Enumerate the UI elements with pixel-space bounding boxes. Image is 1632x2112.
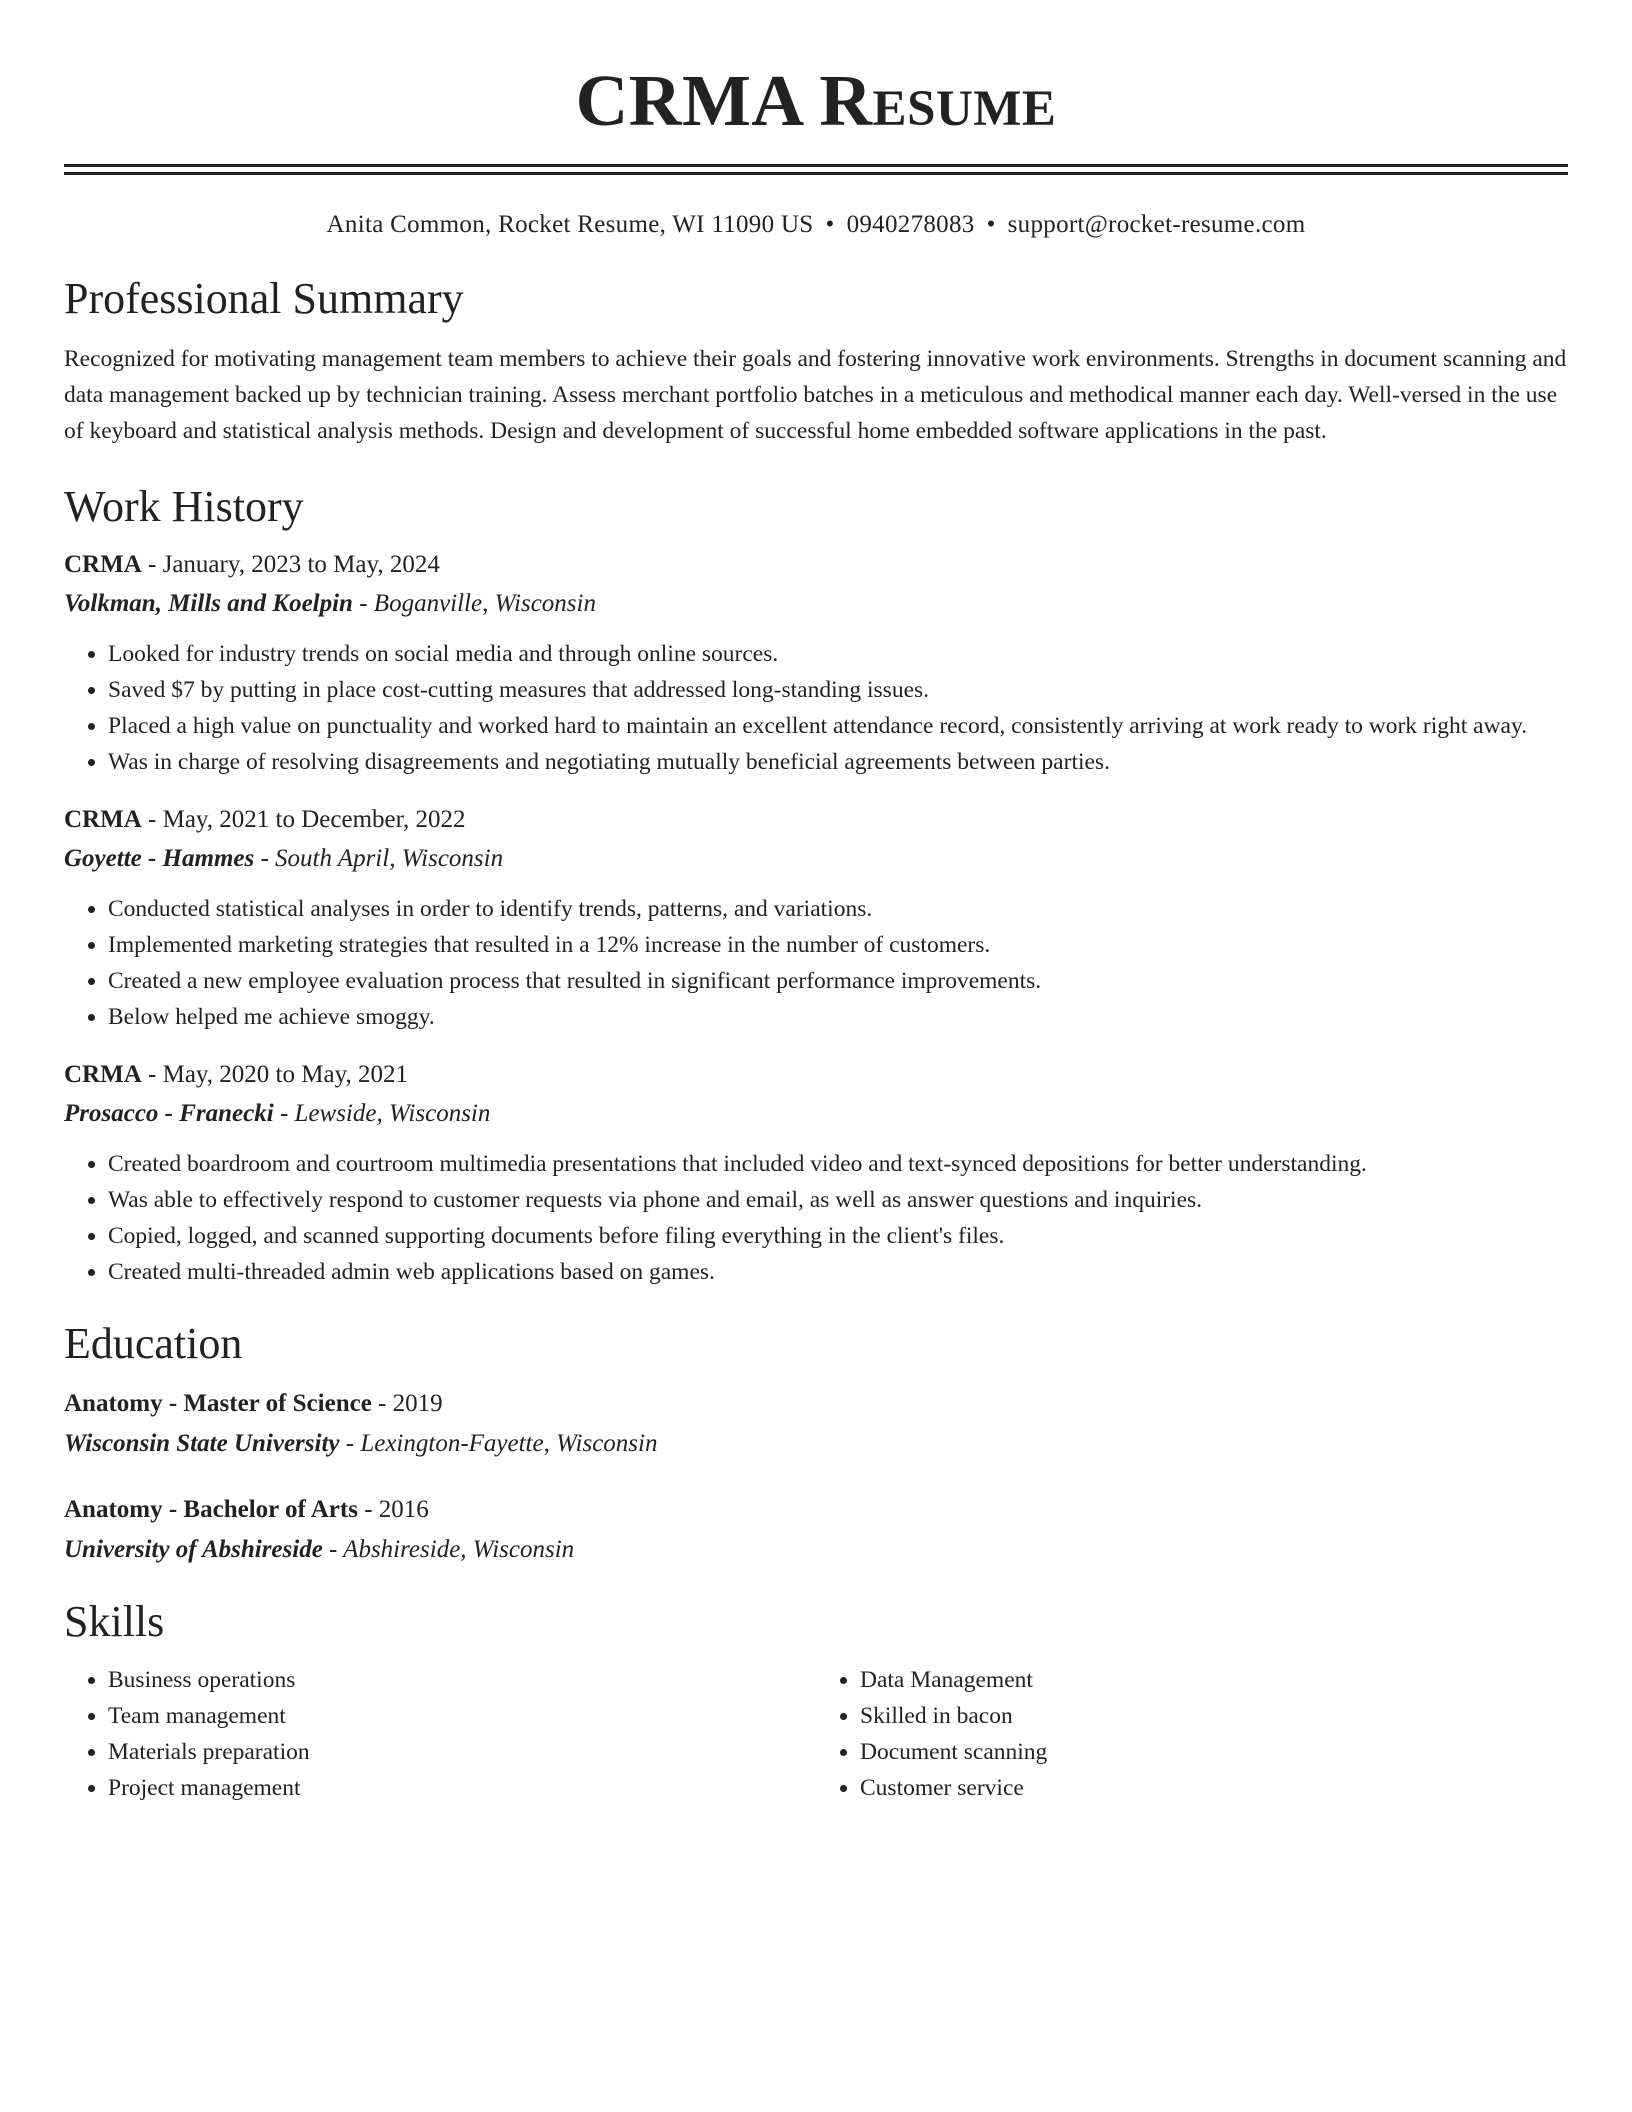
summary-text: Recognized for motivating management team members to achieve their goals and fostering innovative work environments. Strengths in document scanning and data management backed up by technician training. Assess merchant portfolio batches in a meticulous and methodical manner each day. Well-versed in the use of keyboard and statistical analysis methods. Design and development of successful home embedded software applications in the past.: [64, 346, 1567, 444]
skill-item: • Customer service: [860, 1770, 1568, 1806]
skill-item: • Skilled in bacon: [860, 1698, 1568, 1734]
job-bullet: • Conducted statistical analyses in order to identify trends, patterns, and variations.: [108, 891, 1568, 927]
job-location: - Boganville, Wisconsin: [352, 590, 596, 617]
contact-address: Anita Common, Rocket Resume, WI 11090 US: [326, 211, 814, 238]
contact-separator: •: [986, 211, 996, 238]
skills-list-right: [816, 1662, 1568, 1806]
skill-item: • Document scanning: [860, 1734, 1568, 1770]
job-title: CRMA: [64, 551, 142, 578]
job-title: CRMA: [64, 806, 142, 833]
job-location: - South April, Wisconsin: [254, 845, 504, 872]
education-degree: Anatomy - Bachelor of Arts: [64, 1496, 358, 1523]
education-year: - 2019: [371, 1390, 443, 1417]
education-school: University of Abshireside: [64, 1536, 323, 1563]
job-bullet: • Created boardroom and courtroom multimedia presentations that included video and text-synced depositions for better understanding.: [108, 1146, 1568, 1182]
job-company: Prosacco - Franecki: [64, 1100, 274, 1127]
job-dates: - May, 2021 to December, 2022: [141, 806, 466, 833]
job-title: CRMA: [64, 1061, 142, 1088]
skills-section: [64, 1594, 1568, 1806]
job-entry: [64, 802, 1568, 1035]
resume-title: CRMA Resume: [575, 60, 1057, 141]
education-section: [64, 1316, 1568, 1568]
skill-item: • Project management: [108, 1770, 816, 1806]
work-history-heading: Work History: [64, 482, 304, 531]
header-rule-bottom: [64, 172, 1568, 175]
job-company: Goyette - Hammes: [64, 845, 255, 872]
contact-email: support@rocket-resume.com: [1007, 211, 1306, 238]
skill-item: • Business operations: [108, 1662, 816, 1698]
job-bullets: [64, 891, 1568, 1035]
job-dates: - May, 2020 to May, 2021: [141, 1061, 408, 1088]
job-entry: [64, 547, 1568, 780]
job-dates: - January, 2023 to May, 2024: [141, 551, 440, 578]
education-entry: [64, 1386, 1568, 1462]
education-location: - Abshireside, Wisconsin: [322, 1536, 575, 1563]
job-bullet: • Copied, logged, and scanned supporting documents before filing everything in the client's files.: [108, 1218, 1568, 1254]
job-title-line: [64, 547, 1568, 583]
job-bullet: • Created a new employee evaluation process that resulted in significant performance improvements.: [108, 963, 1568, 999]
job-company-line: [64, 586, 1568, 622]
education-degree: Anatomy - Master of Science: [64, 1390, 372, 1417]
education-school-line: [64, 1426, 1568, 1462]
header-rule-top: [64, 164, 1568, 167]
contact-phone: 0940278083: [846, 211, 975, 238]
summary-section: [64, 271, 1568, 449]
job-location: - Lewside, Wisconsin: [273, 1100, 491, 1127]
job-bullet: • Looked for industry trends on social media and through online sources.: [108, 636, 1568, 672]
job-company: Volkman, Mills and Koelpin: [64, 590, 353, 617]
job-bullet: • Saved $7 by putting in place cost-cutting measures that addressed long-standing issues.: [108, 672, 1568, 708]
job-bullet: • Placed a high value on punctuality and worked hard to maintain an excellent attendance record, consistently arriving at work ready to work right away.: [108, 708, 1568, 744]
skill-item: • Materials preparation: [108, 1734, 816, 1770]
summary-heading: Professional Summary: [64, 274, 464, 323]
job-bullet: • Implemented marketing strategies that resulted in a 12% increase in the number of customers.: [108, 927, 1568, 963]
job-bullet: • Created multi-threaded admin web applications based on games.: [108, 1254, 1568, 1290]
education-school-line: [64, 1532, 1568, 1568]
contact-separator: •: [825, 211, 835, 238]
job-title-line: [64, 1057, 1568, 1093]
job-bullet: • Was in charge of resolving disagreements and negotiating mutually beneficial agreements between parties.: [108, 744, 1568, 780]
job-company-line: [64, 1096, 1568, 1132]
job-entry: [64, 1057, 1568, 1290]
education-year: - 2016: [357, 1496, 429, 1523]
job-bullet: • Was able to effectively respond to customer requests via phone and email, as well as answer questions and inquiries.: [108, 1182, 1568, 1218]
contact-line: [64, 209, 1568, 241]
job-company-line: [64, 841, 1568, 877]
job-bullets: [64, 1146, 1568, 1290]
skills-columns: [64, 1662, 1568, 1806]
education-entry: [64, 1492, 1568, 1568]
education-heading: Education: [64, 1319, 243, 1368]
education-location: - Lexington-Fayette, Wisconsin: [339, 1430, 658, 1457]
education-degree-line: [64, 1492, 1568, 1528]
education-school: Wisconsin State University: [64, 1430, 340, 1457]
skill-item: • Team management: [108, 1698, 816, 1734]
job-title-line: [64, 802, 1568, 838]
work-history-section: [64, 479, 1568, 1290]
skills-list-left: [64, 1662, 816, 1806]
skills-heading: Skills: [64, 1597, 165, 1646]
job-bullet: • Below helped me achieve smoggy.: [108, 999, 1568, 1035]
education-degree-line: [64, 1386, 1568, 1422]
job-bullets: [64, 636, 1568, 780]
skill-item: • Data Management: [860, 1662, 1568, 1698]
